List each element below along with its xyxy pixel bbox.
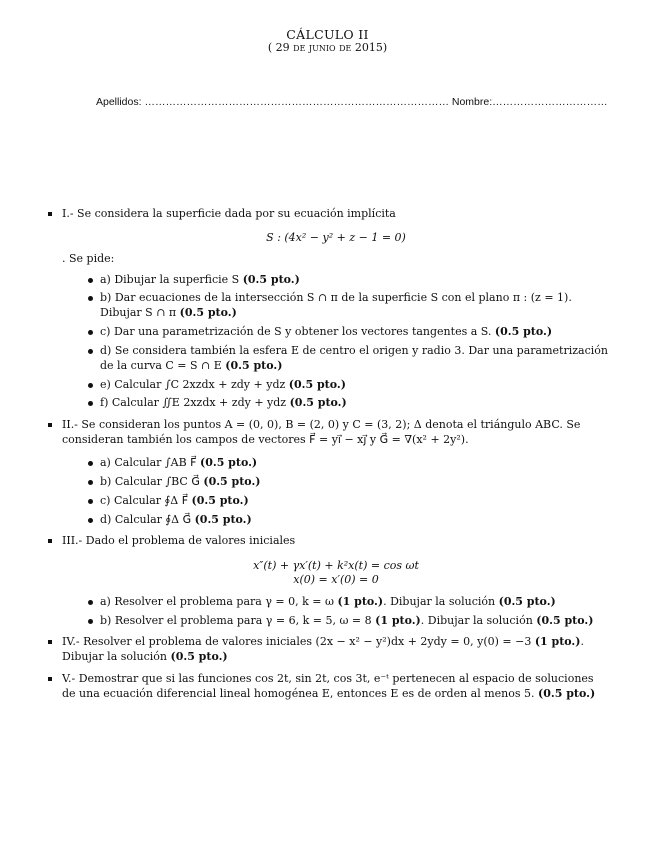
question-4 [48,635,610,665]
bullet-dot-icon [88,278,93,283]
question-1-item-c: c) Dar una parametrización de S y obtener los vectores tangentes a S. (0.5 pto.) [88,325,610,340]
question-4-text: IV.- Resolver el problema de valores iniciales (2x − x² − y²)dx + 2ydy = 0, y(0) = −3 (1 pto.). Dibujar la solución (0.5 pto.) [62,635,584,664]
question-1-item-a: a) Dibujar la superficie S (0.5 pto.) [88,273,610,288]
ode-system [62,559,610,587]
exam-date: ( 29 de junio de 2015) [267,41,388,54]
question-3-item-a: a) Resolver el problema para γ = 0, k = ω (1 pto.). Dibujar la solución (0.5 pto.) [88,595,610,610]
ode-initial-conditions: x(0) = x′(0) = 0 [293,572,379,586]
question-5 [48,672,610,702]
question-1-item-d: d) Se considera también la esfera E de centro el origen y radio 3. Dar una parametrización de la curva C = S ∩ E (0.5 pto.) [88,344,610,374]
nombre-label: Nombre: [451,96,493,108]
bullet-dot-icon [88,401,93,406]
bullet-dot-icon [88,296,93,301]
question-2-text: II.- Se consideran los puntos A = (0, 0), B = (2, 0) y C = (3, 2); Δ denota el triángulo ABC. Se consideran también los campos de vectores F⃗ = yi⃗ − xj⃗ y G⃗ = ∇(x² + 2y²). [62,418,581,447]
bullet-dot-icon [88,600,93,605]
bullet-dot-icon [88,499,93,504]
apellidos-field[interactable]: …………………………………………………………………………… [144,96,449,108]
question-2-item-a: a) Calcular ∫AB F⃗ (0.5 pto.) [88,456,610,471]
exam-title: CÁLCULO II [286,27,369,42]
nombre-field[interactable]: …………………………… [492,96,608,108]
apellidos-label: Apellidos: [96,96,142,108]
bullet-square-icon [48,212,52,216]
question-2-item-b: b) Calcular ∫BC G⃗ (0.5 pto.) [88,475,610,490]
bullet-square-icon [48,539,52,543]
questions [48,207,610,709]
question-5-text: V.- Demostrar que si las funciones cos 2t, sin 2t, cos 3t, e⁻ᵗ pertenecen al espacio de soluciones de una ecuación diferencial lineal homogénea E, entonces E es de orden al menos 5. (0.5 pto.) [62,672,596,700]
student-name-fields [96,95,608,109]
question-2-item-c: c) Calcular ∮Δ F⃗ (0.5 pto.) [88,494,610,509]
question-1-item-b: b) Dar ecuaciones de la intersección S ∩ π de la superficie S con el plano π : (z = 1). Dibujar S ∩ π (0.5 pto.) [88,291,610,321]
bullet-square-icon [48,640,52,644]
bullet-square-icon [48,423,52,427]
bullet-dot-icon [88,330,93,335]
bullet-dot-icon [88,619,93,624]
surface-equation: S : (4x² − y² + z − 1 = 0) [266,230,406,244]
bullet-dot-icon [88,480,93,485]
bullet-dot-icon [88,349,93,354]
question-3 [48,534,610,628]
question-1-text: I.- Se considera la superficie dada por su ecuación implícita [62,207,396,220]
question-1-intro: . Se pide: [62,251,115,265]
question-2 [48,418,610,527]
bullet-square-icon [48,677,52,681]
question-3-text: III.- Dado el problema de valores iniciales [62,534,296,548]
bullet-dot-icon [88,461,93,466]
bullet-dot-icon [88,518,93,523]
question-1-item-e: e) Calcular ∫C 2xzdx + zdy + ydz (0.5 pto.) [88,378,610,393]
question-1-item-f: f) Calcular ∬E 2xzdx + zdy + ydz (0.5 pto.) [88,396,610,411]
question-3-item-b: b) Resolver el problema para γ = 6, k = 5, ω = 8 (1 pto.). Dibujar la solución (0.5 pto.) [88,614,610,629]
question-2-item-d: d) Calcular ∮Δ G⃗ (0.5 pto.) [88,513,610,528]
bullet-dot-icon [88,383,93,388]
ode-equation: x″(t) + γx′(t) + k²x(t) = cos ωt [253,559,419,573]
question-1 [48,207,610,411]
